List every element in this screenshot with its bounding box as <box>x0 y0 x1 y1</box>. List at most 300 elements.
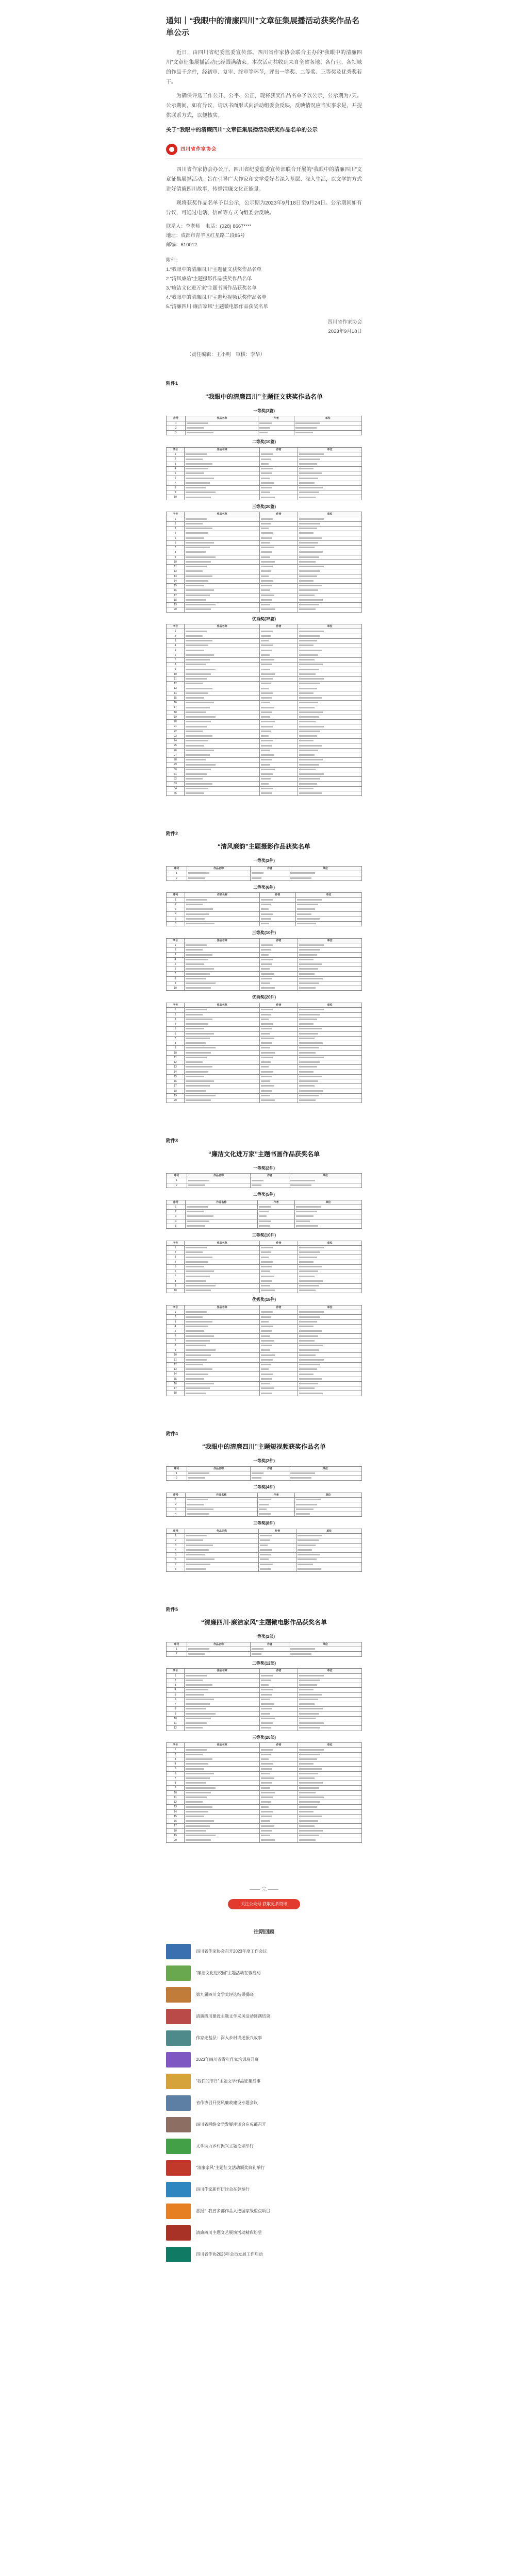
table-cell: 6 <box>167 540 185 545</box>
award-group-heading: 二等奖(4件) <box>253 1485 275 1490</box>
table-row <box>167 696 362 700</box>
table-cell <box>298 1250 362 1255</box>
table-header-cell: 作者 <box>251 867 289 871</box>
table-cell <box>260 634 298 638</box>
table-cell <box>294 1219 361 1224</box>
illegible-text-placeholder <box>261 1374 273 1375</box>
illegible-text-placeholder <box>296 1513 310 1515</box>
table-cell <box>260 1070 298 1074</box>
illegible-text-placeholder <box>296 1499 321 1500</box>
table-cell: 5 <box>167 1224 186 1228</box>
award-group-heading: 三等奖(10件) <box>252 1233 276 1238</box>
table-cell <box>298 753 362 757</box>
related-article-item[interactable] <box>166 1987 362 2003</box>
illegible-text-placeholder <box>186 1387 210 1389</box>
table-cell: 3 <box>167 431 186 435</box>
illegible-text-placeholder <box>299 1019 317 1020</box>
figure-attachment-label: 附件2 <box>166 831 178 837</box>
table-header-cell: 作品名称 <box>185 1529 258 1533</box>
illegible-text-placeholder <box>261 904 271 905</box>
award-table <box>166 447 362 500</box>
table-row <box>167 734 362 738</box>
table-cell <box>260 485 298 490</box>
illegible-text-placeholder <box>261 518 273 520</box>
illegible-text-placeholder <box>261 1378 271 1380</box>
illegible-text-placeholder <box>299 631 324 632</box>
illegible-text-placeholder <box>261 1820 270 1822</box>
attachment-item[interactable]: 4.“我眼中的清廉四川”主题短视频获奖作品名单 <box>166 295 267 301</box>
related-article-item[interactable] <box>166 2009 362 2024</box>
table-row <box>167 720 362 724</box>
table-cell <box>260 1046 298 1050</box>
illegible-text-placeholder <box>187 432 213 433</box>
illegible-text-placeholder <box>261 604 270 605</box>
table-cell <box>260 1771 298 1776</box>
illegible-text-placeholder <box>299 1290 316 1291</box>
table-header-cell: 序号 <box>167 1305 185 1310</box>
illegible-text-placeholder <box>186 1099 211 1101</box>
attachment-item[interactable]: 1.“我眼中的清廉四川”主题征文获奖作品名单 <box>166 266 262 273</box>
follow-button[interactable]: 关注公众号 获取更多资讯 <box>228 1899 300 1909</box>
table-row <box>167 1805 362 1809</box>
table-cell <box>298 1824 362 1828</box>
table-cell <box>260 1814 298 1819</box>
table-row <box>167 1358 362 1362</box>
table-cell <box>298 1790 362 1795</box>
illegible-text-placeholder <box>261 1708 272 1709</box>
illegible-text-placeholder <box>261 944 273 946</box>
table-row <box>167 569 362 574</box>
related-article-item[interactable] <box>166 2182 362 2197</box>
related-article-item[interactable] <box>166 2204 362 2219</box>
table-cell <box>298 1702 362 1707</box>
table-cell <box>260 1353 298 1358</box>
org-logo-text: 四川省作家协会 <box>180 146 217 152</box>
illegible-text-placeholder <box>299 1066 317 1067</box>
related-article-item[interactable] <box>166 2117 362 2132</box>
table-cell <box>260 943 298 947</box>
table-cell: 1 <box>167 1245 185 1250</box>
illegible-text-placeholder <box>186 963 204 965</box>
table-cell: 2 <box>167 948 185 953</box>
table-header-cell: 作品名称 <box>185 1669 260 1673</box>
table-cell <box>185 579 260 583</box>
table-cell <box>260 729 298 734</box>
table-cell <box>260 1324 298 1329</box>
table-cell <box>260 1683 298 1688</box>
table-cell <box>260 638 298 643</box>
award-group-heading: 一等奖(2件) <box>253 1459 275 1464</box>
illegible-text-placeholder <box>299 778 320 779</box>
table-header-cell: 序号 <box>167 1241 185 1245</box>
related-article-title: 四川作家新作研讨会在蓉举行 <box>196 2187 250 2192</box>
attachment-item[interactable]: 2.“清风廉韵”主题摄影作品获奖作品名单 <box>166 276 252 282</box>
award-group-heading: 优秀奖(18件) <box>252 1297 276 1302</box>
table-cell <box>185 1353 260 1358</box>
table-cell <box>260 1809 298 1814</box>
table-cell: 10 <box>167 1790 185 1795</box>
table-row <box>167 1269 362 1274</box>
award-group-heading: 一等奖(2部) <box>253 1634 275 1639</box>
table-cell <box>185 527 260 531</box>
table-cell: 18 <box>167 598 185 602</box>
related-article-item[interactable] <box>166 2225 362 2241</box>
table-cell <box>185 1348 260 1353</box>
illegible-text-placeholder <box>261 759 272 760</box>
table-cell <box>187 1178 251 1183</box>
table-header-cell: 序号 <box>167 1003 185 1008</box>
illegible-text-placeholder <box>261 1806 269 1808</box>
table-row <box>167 1036 362 1041</box>
illegible-text-placeholder <box>261 968 270 970</box>
table-cell <box>260 1372 298 1377</box>
table-cell <box>185 753 260 757</box>
illegible-text-placeholder <box>252 872 263 874</box>
illegible-text-placeholder <box>261 1090 272 1092</box>
illegible-text-placeholder <box>186 716 216 718</box>
illegible-text-placeholder <box>299 1792 316 1793</box>
illegible-text-placeholder <box>299 792 321 794</box>
illegible-text-placeholder <box>261 650 271 651</box>
table-cell: 4 <box>167 1548 185 1552</box>
table-cell <box>260 962 298 967</box>
table-cell <box>185 907 259 912</box>
illegible-text-placeholder <box>186 1749 207 1751</box>
org-logo-icon <box>166 144 177 155</box>
table-header-cell: 作品名称 <box>185 1003 260 1008</box>
table-cell <box>185 653 260 657</box>
table-row <box>167 1502 362 1507</box>
illegible-text-placeholder <box>261 463 269 465</box>
illegible-text-placeholder <box>299 664 323 665</box>
thumbnail-image <box>166 2182 191 2197</box>
illegible-text-placeholder <box>299 1713 319 1715</box>
illegible-text-placeholder <box>186 1811 208 1812</box>
attachment-item[interactable]: 3.“廉洁文化进万家”主题书画作品获奖名单 <box>166 285 257 292</box>
table-cell: 2 <box>167 1183 187 1188</box>
table-cell <box>187 1652 251 1656</box>
table-cell <box>258 421 294 426</box>
table-cell <box>260 667 298 672</box>
related-article-item[interactable] <box>166 2095 362 2111</box>
table-cell <box>298 1274 362 1279</box>
illegible-text-placeholder <box>186 1694 204 1696</box>
illegible-text-placeholder <box>299 482 315 484</box>
related-article-item[interactable] <box>166 2160 362 2176</box>
table-header-cell: 单位 <box>298 1743 362 1748</box>
table-row <box>167 1289 362 1293</box>
illegible-text-placeholder <box>261 1777 274 1779</box>
thumbnail-image <box>166 2117 191 2132</box>
table-row <box>167 791 362 795</box>
illegible-text-placeholder <box>186 1354 211 1356</box>
table-cell: 31 <box>167 772 185 776</box>
table-cell: 1 <box>167 517 185 521</box>
table-row <box>167 527 362 531</box>
table-row <box>167 550 362 555</box>
table-cell <box>298 1065 362 1070</box>
illegible-text-placeholder <box>261 918 271 920</box>
table-row <box>167 986 362 991</box>
table-cell <box>298 485 362 490</box>
table-cell <box>260 1805 298 1809</box>
table-cell <box>185 1711 260 1716</box>
table-row <box>167 1367 362 1372</box>
illegible-text-placeholder <box>299 973 315 975</box>
table-cell <box>294 1210 361 1214</box>
table-cell: 20 <box>167 607 185 612</box>
award-group-heading: 二等奖(5件) <box>253 1192 275 1197</box>
illegible-text-placeholder <box>186 754 210 756</box>
illegible-text-placeholder <box>299 575 317 577</box>
illegible-text-placeholder <box>299 1326 314 1327</box>
related-article-item[interactable] <box>166 2052 362 2067</box>
illegible-text-placeholder <box>186 1758 212 1760</box>
table-cell: 9 <box>167 1283 185 1288</box>
illegible-text-placeholder <box>186 1364 203 1365</box>
table-cell: 7 <box>167 546 185 550</box>
table-cell: 8 <box>167 1343 185 1348</box>
related-article-item[interactable] <box>166 1944 362 1959</box>
table-cell <box>185 1726 260 1731</box>
org-logo-row <box>166 144 362 159</box>
table-cell <box>185 758 260 762</box>
table-cell <box>260 527 298 531</box>
table-cell <box>260 531 298 536</box>
table-cell <box>185 1098 260 1103</box>
table-cell <box>185 598 260 602</box>
illegible-text-placeholder <box>186 580 208 582</box>
table-cell: 16 <box>167 588 185 593</box>
illegible-text-placeholder <box>299 1061 320 1063</box>
table-header-cell: 作品名称 <box>185 1241 260 1245</box>
table-row <box>167 1534 362 1538</box>
table-cell <box>260 1348 298 1353</box>
table-row <box>167 1726 362 1731</box>
table-cell <box>185 739 260 743</box>
related-article-item[interactable] <box>166 1965 362 1981</box>
table-row <box>167 1084 362 1089</box>
illegible-text-placeholder <box>299 702 318 703</box>
table-cell: 6 <box>167 476 185 481</box>
illegible-text-placeholder <box>261 750 270 751</box>
table-cell <box>185 1319 260 1324</box>
illegible-text-placeholder <box>252 1653 261 1655</box>
table-cell: 13 <box>167 1065 185 1070</box>
table-row <box>167 546 362 550</box>
table-cell <box>260 672 298 676</box>
table-header-cell: 作者 <box>260 1241 298 1245</box>
table-header-cell: 作品名称 <box>185 938 260 943</box>
table-cell: 3 <box>167 1017 185 1022</box>
table-cell <box>260 629 298 634</box>
illegible-text-placeholder <box>261 923 270 924</box>
illegible-text-placeholder <box>261 707 274 708</box>
figure-title: “我眼中的清廉四川”主题征文获奖作品名单 <box>205 393 323 400</box>
illegible-text-placeholder <box>186 750 214 751</box>
thumbnail-image <box>166 2074 191 2089</box>
table-cell <box>298 1767 362 1771</box>
related-article-item[interactable] <box>166 2139 362 2154</box>
table-header-cell: 作者 <box>258 1493 295 1497</box>
table-cell <box>185 1752 260 1757</box>
illegible-text-placeholder <box>261 1675 273 1676</box>
illegible-text-placeholder <box>186 1777 210 1779</box>
table-cell <box>185 986 260 991</box>
table-cell <box>185 1338 260 1343</box>
table-cell <box>298 1786 362 1790</box>
table-cell <box>260 536 298 540</box>
table-cell: 18 <box>167 1828 185 1833</box>
illegible-text-placeholder <box>299 599 323 601</box>
table-cell: 30 <box>167 767 185 772</box>
table-cell: 9 <box>167 1711 185 1716</box>
illegible-text-placeholder <box>259 1509 267 1510</box>
table-row <box>167 579 362 583</box>
table-cell <box>185 1269 260 1274</box>
table-cell <box>260 579 298 583</box>
illegible-text-placeholder <box>299 532 314 534</box>
illegible-text-placeholder <box>299 1257 317 1258</box>
table-cell <box>298 603 362 607</box>
table-cell <box>260 648 298 653</box>
illegible-text-placeholder <box>261 1830 272 1832</box>
illegible-text-placeholder <box>261 580 273 582</box>
illegible-text-placeholder <box>186 783 212 785</box>
illegible-text-placeholder <box>186 904 203 905</box>
table-cell <box>298 1245 362 1250</box>
illegible-text-placeholder <box>299 1285 319 1286</box>
table-cell <box>185 1800 260 1805</box>
table-cell <box>251 871 289 876</box>
table-header-cell: 作品名称 <box>185 1493 257 1497</box>
table-cell: 1 <box>167 1498 186 1502</box>
table-row <box>167 1538 362 1543</box>
table-header-cell: 单位 <box>298 1241 362 1245</box>
illegible-text-placeholder <box>290 1653 311 1655</box>
illegible-text-placeholder <box>187 422 208 424</box>
table-header-cell: 作品名称 <box>185 1305 260 1310</box>
table-row <box>167 1255 362 1260</box>
illegible-text-placeholder <box>186 1019 212 1020</box>
illegible-text-placeholder <box>261 497 275 498</box>
table-cell <box>185 657 260 662</box>
table-cell <box>185 1498 257 1502</box>
table-cell: 3 <box>167 1319 185 1324</box>
table-cell <box>298 1017 362 1022</box>
table-cell: 1 <box>167 421 186 426</box>
table-cell <box>298 682 362 686</box>
table-row <box>167 921 362 926</box>
table-header-cell: 序号 <box>167 867 187 871</box>
table-cell <box>260 972 298 976</box>
illegible-text-placeholder <box>299 1071 314 1073</box>
related-article-item[interactable] <box>166 2247 362 2262</box>
illegible-text-placeholder <box>186 982 216 984</box>
table-cell <box>298 657 362 662</box>
illegible-text-placeholder <box>186 1276 210 1277</box>
table-cell <box>185 1084 260 1089</box>
table-cell <box>260 1260 298 1264</box>
illegible-text-placeholder <box>261 978 272 979</box>
table-cell <box>259 1538 296 1543</box>
related-article-item[interactable] <box>166 2074 362 2089</box>
table-cell: 13 <box>167 1805 185 1809</box>
table-cell <box>298 1795 362 1800</box>
table-cell <box>298 521 362 526</box>
table-cell <box>185 1678 260 1683</box>
table-cell: 8 <box>167 485 185 490</box>
table-cell <box>298 1828 362 1833</box>
table-cell <box>260 1697 298 1702</box>
illegible-text-placeholder <box>261 973 274 975</box>
table-cell: 10 <box>167 672 185 676</box>
table-cell <box>298 1362 362 1367</box>
table-cell <box>298 672 362 676</box>
table-header-cell: 单位 <box>298 1003 362 1008</box>
table-cell <box>185 1093 260 1098</box>
table-cell <box>260 701 298 705</box>
table-row <box>167 555 362 560</box>
table-cell <box>298 462 362 466</box>
table-row <box>167 588 362 593</box>
illegible-text-placeholder <box>261 1311 273 1313</box>
table-cell <box>260 782 298 786</box>
table-cell <box>298 1060 362 1065</box>
illegible-text-placeholder <box>186 1763 208 1765</box>
table-row <box>167 1027 362 1031</box>
illegible-text-placeholder <box>299 492 319 493</box>
illegible-text-placeholder <box>299 478 318 479</box>
illegible-text-placeholder <box>260 1549 272 1551</box>
table-cell <box>185 560 260 564</box>
table-cell <box>260 1041 298 1046</box>
award-group-heading: 二等奖(10篇) <box>252 439 276 445</box>
illegible-text-placeholder <box>296 1509 314 1510</box>
table-cell: 3 <box>167 953 185 957</box>
attachment-item[interactable]: 5.“清廉四川·廉洁家风”主题微电影作品获奖名单 <box>166 304 268 310</box>
table-row <box>167 981 362 986</box>
table-cell <box>298 1031 362 1036</box>
table-cell <box>298 490 362 495</box>
table-cell <box>185 715 260 719</box>
illegible-text-placeholder <box>299 1028 321 1029</box>
table-row <box>167 1219 362 1224</box>
table-cell <box>185 705 260 710</box>
table-cell <box>298 1055 362 1060</box>
table-cell <box>185 1762 260 1767</box>
table-cell: 10 <box>167 1289 185 1293</box>
table-row <box>167 1183 362 1188</box>
table-cell <box>186 426 258 430</box>
illegible-text-placeholder <box>186 944 207 946</box>
illegible-text-placeholder <box>259 1513 271 1515</box>
table-row <box>167 481 362 485</box>
illegible-text-placeholder <box>299 1801 320 1803</box>
table-row <box>167 1647 362 1652</box>
table-cell <box>298 701 362 705</box>
illegible-text-placeholder <box>261 773 273 775</box>
award-table <box>166 1642 362 1657</box>
table-cell <box>260 574 298 579</box>
table-row <box>167 1065 362 1070</box>
end-mark: —— 完 —— <box>250 1887 278 1893</box>
table-cell <box>298 607 362 612</box>
table-row <box>167 1557 362 1562</box>
related-article-item[interactable] <box>166 2030 362 2046</box>
illegible-text-placeholder <box>299 1773 318 1774</box>
table-cell <box>260 1084 298 1089</box>
